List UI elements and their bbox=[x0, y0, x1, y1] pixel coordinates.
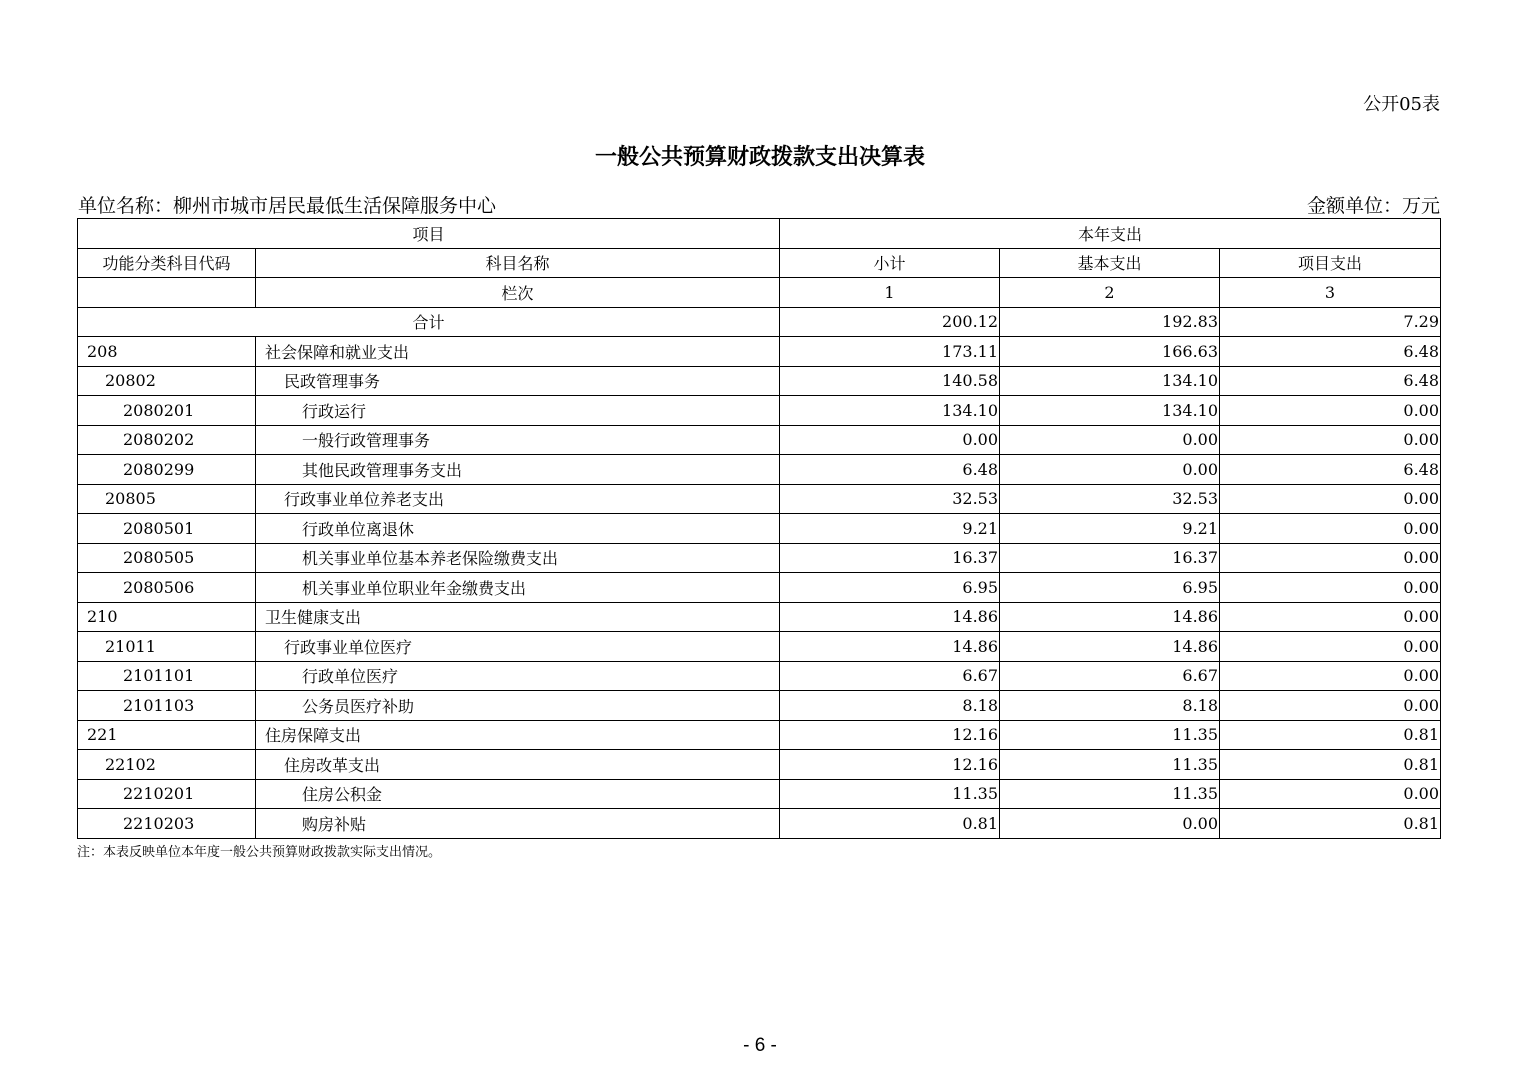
row-project: 6.48 bbox=[1220, 455, 1441, 485]
header-col-2: 2 bbox=[1000, 278, 1220, 308]
row-code: 21011 bbox=[78, 632, 256, 662]
table-row bbox=[78, 691, 1441, 721]
header-code: 功能分类科目代码 bbox=[78, 248, 256, 278]
row-name: 机关事业单位职业年金缴费支出 bbox=[256, 573, 780, 603]
row-basic: 32.53 bbox=[1000, 484, 1220, 514]
header-project: 项目 bbox=[78, 219, 780, 249]
row-project: 0.00 bbox=[1220, 779, 1441, 809]
empty-cell bbox=[78, 278, 256, 308]
row-basic: 14.86 bbox=[1000, 632, 1220, 662]
row-subtotal: 140.58 bbox=[780, 366, 1000, 396]
table-row bbox=[78, 779, 1441, 809]
row-subtotal: 12.16 bbox=[780, 750, 1000, 780]
row-basic: 134.10 bbox=[1000, 396, 1220, 426]
row-basic: 0.00 bbox=[1000, 455, 1220, 485]
row-name: 一般行政管理事务 bbox=[256, 425, 780, 455]
row-subtotal: 6.95 bbox=[780, 573, 1000, 603]
row-project: 0.00 bbox=[1220, 691, 1441, 721]
row-basic: 6.95 bbox=[1000, 573, 1220, 603]
row-code: 208 bbox=[78, 337, 256, 367]
table-row bbox=[78, 484, 1441, 514]
row-subtotal: 134.10 bbox=[780, 396, 1000, 426]
row-code: 20805 bbox=[78, 484, 256, 514]
row-code: 2210203 bbox=[78, 809, 256, 839]
row-basic: 11.35 bbox=[1000, 779, 1220, 809]
header-row-1 bbox=[78, 219, 1441, 249]
row-name: 住房改革支出 bbox=[256, 750, 780, 780]
row-basic: 0.00 bbox=[1000, 809, 1220, 839]
row-subtotal: 0.81 bbox=[780, 809, 1000, 839]
row-name: 行政运行 bbox=[256, 396, 780, 426]
row-name: 卫生健康支出 bbox=[256, 602, 780, 632]
row-name: 行政单位离退休 bbox=[256, 514, 780, 544]
row-name: 行政事业单位医疗 bbox=[256, 632, 780, 662]
page-number: - 6 - bbox=[743, 1035, 777, 1056]
table-row bbox=[78, 750, 1441, 780]
table-row bbox=[78, 543, 1441, 573]
row-project: 6.48 bbox=[1220, 337, 1441, 367]
row-project: 0.00 bbox=[1220, 396, 1441, 426]
row-project: 0.00 bbox=[1220, 573, 1441, 603]
row-basic: 11.35 bbox=[1000, 750, 1220, 780]
row-project: 0.00 bbox=[1220, 425, 1441, 455]
row-name: 住房公积金 bbox=[256, 779, 780, 809]
row-subtotal: 173.11 bbox=[780, 337, 1000, 367]
table-row bbox=[78, 720, 1441, 750]
row-basic: 14.86 bbox=[1000, 602, 1220, 632]
row-name: 住房保障支出 bbox=[256, 720, 780, 750]
total-label: 合计 bbox=[78, 307, 780, 337]
row-code: 221 bbox=[78, 720, 256, 750]
total-subtotal: 200.12 bbox=[780, 307, 1000, 337]
table-note: 注：本表反映单位本年度一般公共预算财政拨款实际支出情况。 bbox=[77, 845, 442, 860]
row-code: 2080506 bbox=[78, 573, 256, 603]
row-project: 0.81 bbox=[1220, 809, 1441, 839]
row-project: 0.00 bbox=[1220, 602, 1441, 632]
row-name: 行政单位医疗 bbox=[256, 661, 780, 691]
total-project: 7.29 bbox=[1220, 307, 1441, 337]
row-name: 民政管理事务 bbox=[256, 366, 780, 396]
row-subtotal: 32.53 bbox=[780, 484, 1000, 514]
row-basic: 11.35 bbox=[1000, 720, 1220, 750]
row-name: 购房补贴 bbox=[256, 809, 780, 839]
row-subtotal: 6.48 bbox=[780, 455, 1000, 485]
row-code: 2210201 bbox=[78, 779, 256, 809]
row-name: 行政事业单位养老支出 bbox=[256, 484, 780, 514]
header-basic: 基本支出 bbox=[1000, 248, 1220, 278]
table-row bbox=[78, 396, 1441, 426]
row-subtotal: 8.18 bbox=[780, 691, 1000, 721]
row-subtotal: 16.37 bbox=[780, 543, 1000, 573]
row-project: 0.00 bbox=[1220, 484, 1441, 514]
row-project: 0.81 bbox=[1220, 750, 1441, 780]
table-row bbox=[78, 602, 1441, 632]
row-project: 0.00 bbox=[1220, 661, 1441, 691]
row-subtotal: 9.21 bbox=[780, 514, 1000, 544]
header-subtotal: 小计 bbox=[780, 248, 1000, 278]
row-project: 0.00 bbox=[1220, 543, 1441, 573]
row-subtotal: 6.67 bbox=[780, 661, 1000, 691]
row-subtotal: 11.35 bbox=[780, 779, 1000, 809]
header-row-2 bbox=[78, 248, 1441, 278]
header-col-3: 3 bbox=[1220, 278, 1441, 308]
table-row bbox=[78, 366, 1441, 396]
row-subtotal: 14.86 bbox=[780, 632, 1000, 662]
row-name: 社会保障和就业支出 bbox=[256, 337, 780, 367]
row-project: 0.81 bbox=[1220, 720, 1441, 750]
row-code: 20802 bbox=[78, 366, 256, 396]
row-code: 2080201 bbox=[78, 396, 256, 426]
row-subtotal: 0.00 bbox=[780, 425, 1000, 455]
row-basic: 16.37 bbox=[1000, 543, 1220, 573]
table-row bbox=[78, 514, 1441, 544]
form-number: 公开05表 bbox=[1363, 94, 1440, 115]
table-row bbox=[78, 809, 1441, 839]
row-basic: 8.18 bbox=[1000, 691, 1220, 721]
total-basic: 192.83 bbox=[1000, 307, 1220, 337]
unit-name: 单位名称：柳州市城市居民最低生活保障服务中心 bbox=[78, 195, 497, 217]
row-basic: 0.00 bbox=[1000, 425, 1220, 455]
table-row bbox=[78, 337, 1441, 367]
row-code: 2080299 bbox=[78, 455, 256, 485]
row-code: 2101103 bbox=[78, 691, 256, 721]
row-name: 机关事业单位基本养老保险缴费支出 bbox=[256, 543, 780, 573]
row-basic: 134.10 bbox=[1000, 366, 1220, 396]
header-row-3 bbox=[78, 278, 1441, 308]
row-subtotal: 14.86 bbox=[780, 602, 1000, 632]
header-project-expense: 项目支出 bbox=[1220, 248, 1441, 278]
table-row bbox=[78, 632, 1441, 662]
row-project: 6.48 bbox=[1220, 366, 1441, 396]
row-name: 公务员医疗补助 bbox=[256, 691, 780, 721]
table-row bbox=[78, 661, 1441, 691]
table-row bbox=[78, 573, 1441, 603]
row-basic: 166.63 bbox=[1000, 337, 1220, 367]
row-code: 2080505 bbox=[78, 543, 256, 573]
row-code: 2101101 bbox=[78, 661, 256, 691]
row-code: 210 bbox=[78, 602, 256, 632]
row-basic: 9.21 bbox=[1000, 514, 1220, 544]
row-code: 22102 bbox=[78, 750, 256, 780]
row-code: 2080501 bbox=[78, 514, 256, 544]
header-col-1: 1 bbox=[780, 278, 1000, 308]
row-project: 0.00 bbox=[1220, 514, 1441, 544]
row-subtotal: 12.16 bbox=[780, 720, 1000, 750]
page-title: 一般公共预算财政拨款支出决算表 bbox=[594, 144, 925, 170]
row-code: 2080202 bbox=[78, 425, 256, 455]
row-name: 其他民政管理事务支出 bbox=[256, 455, 780, 485]
row-project: 0.00 bbox=[1220, 632, 1441, 662]
amount-unit: 金额单位：万元 bbox=[1306, 195, 1440, 217]
table-row bbox=[78, 455, 1441, 485]
table-row bbox=[78, 425, 1441, 455]
total-row bbox=[78, 307, 1441, 337]
row-basic: 6.67 bbox=[1000, 661, 1220, 691]
header-current-year: 本年支出 bbox=[780, 219, 1441, 249]
budget-table bbox=[77, 218, 1441, 839]
header-name: 科目名称 bbox=[256, 248, 780, 278]
header-column-order: 栏次 bbox=[256, 278, 780, 308]
